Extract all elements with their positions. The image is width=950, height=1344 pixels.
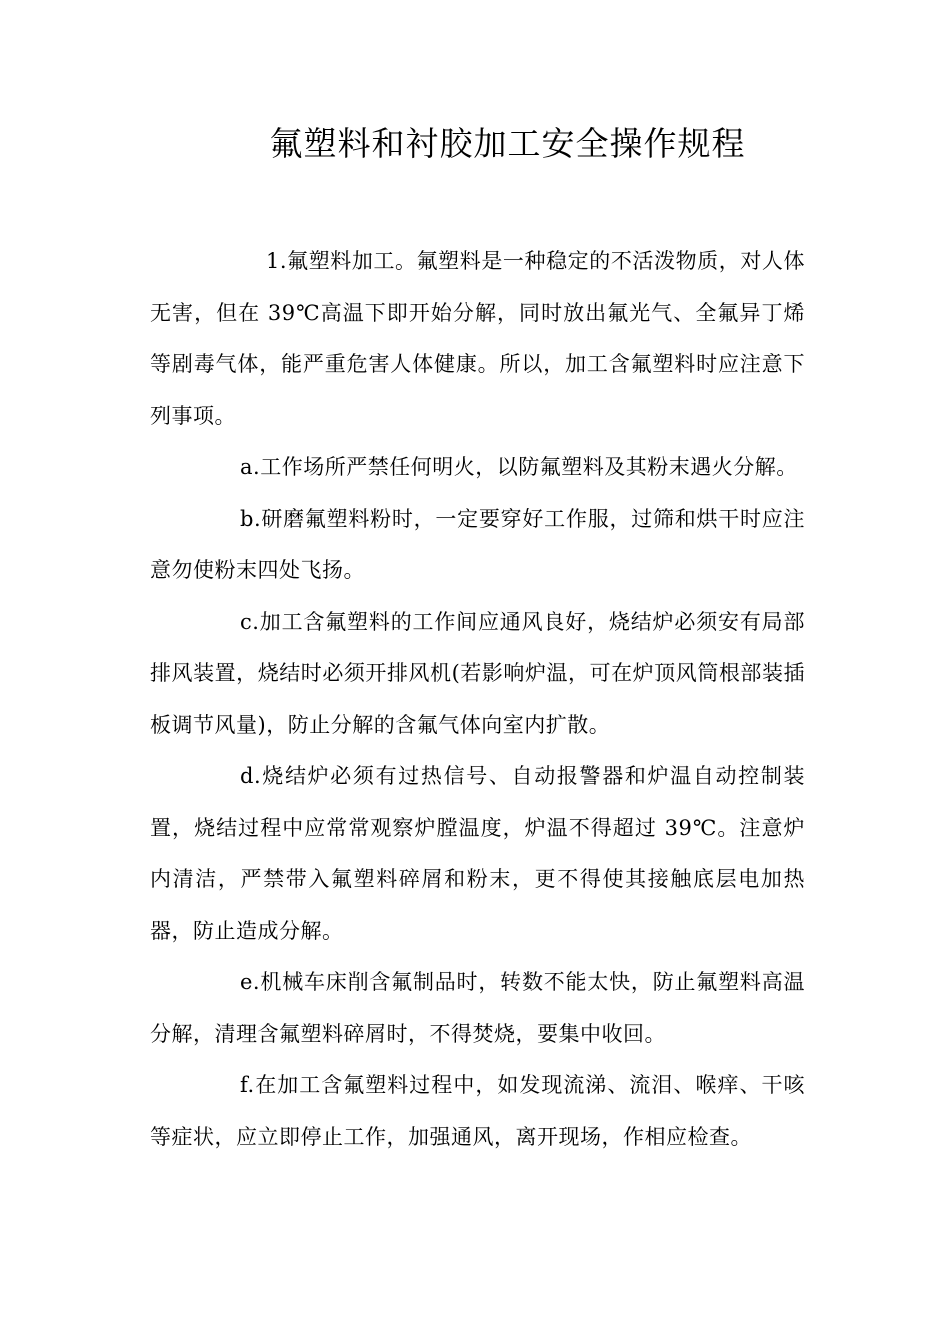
paragraph-item-f: f.在加工含氟塑料过程中，如发现流涕、流泪、喉痒、干咳等症状，应立即停止工作，加强通风，离开现场，作相应检查。 [150, 1073, 805, 1149]
paragraph-item-a: a.工作场所严禁任何明火，以防氟塑料及其粉末遇火分解。 [240, 455, 798, 479]
paragraph-item-c: c.加工含氟塑料的工作间应通风良好，烧结炉必须安有局部排风装置，烧结时必须开排风机(若影响炉温，可在炉顶风筒根部装插板调节风量)，防止分解的含氟气体向室内扩散。 [150, 609, 805, 737]
paragraph-item-b: b.研磨氟塑料粉时，一定要穿好工作服，过筛和烘干时应注意勿使粉末四处飞扬。 [150, 506, 805, 582]
paragraph-item-d: d.烧结炉必须有过热信号、自动报警器和炉温自动控制装置，烧结过程中应常常观察炉膛温度，炉温不得超过 39℃。注意炉内清洁，严禁带入氟塑料碎屑和粉末，更不得使其接触底层电加热器，防止造成分解。 [150, 764, 805, 943]
document-title: 氟塑料和衬胶加工安全操作规程 [269, 124, 746, 163]
document-body [150, 236, 805, 1163]
paragraph-fluoroplastic-intro: 1.氟塑料加工。氟塑料是一种稳定的不活泼物质，对人体无害，但在 39℃高温下即开始分解，同时放出氟光气、全氟异丁烯等剧毒气体，能严重危害人体健康。所以，加工含氟塑料时应注意下列事项。 [150, 249, 805, 428]
paragraph-item-e: e.机械车床削含氟制品时，转数不能太快，防止氟塑料高温分解，清理含氟塑料碎屑时，不得焚烧，要集中收回。 [150, 970, 805, 1046]
